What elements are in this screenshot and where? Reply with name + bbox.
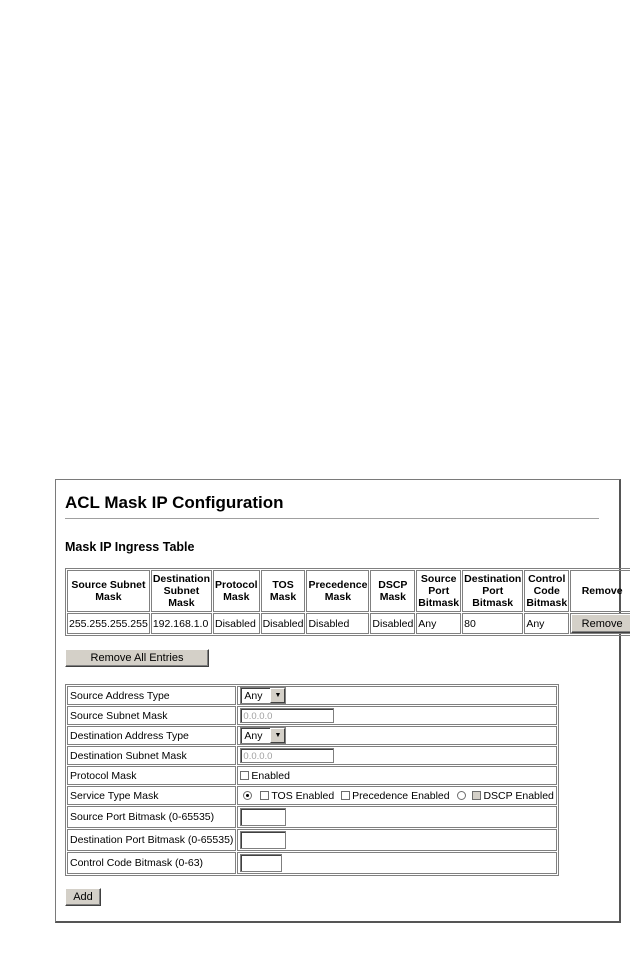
section-title: Mask IP Ingress Table [65, 540, 195, 554]
control-code-bitmask-label: Control Code Bitmask (0-63) [67, 852, 236, 874]
mask-entry-form [65, 684, 559, 876]
service-type-mask-cell [237, 786, 556, 805]
destination-subnet-mask-input[interactable]: 0.0.0.0 [240, 748, 334, 763]
chevron-down-icon: ▼ [270, 728, 285, 743]
cell-control-code-bitmask: Any [524, 613, 569, 634]
chevron-down-icon: ▼ [270, 688, 285, 703]
form-row-source-subnet-mask [67, 706, 557, 725]
remove-entry-button[interactable]: Remove [571, 614, 630, 633]
source-subnet-mask-cell [237, 706, 556, 725]
table-header-row [67, 570, 630, 612]
col-header-source-subnet-mask: Source Subnet Mask [67, 570, 150, 612]
cell-source-port-bitmask: Any [416, 613, 461, 634]
cell-protocol-mask: Disabled [213, 613, 260, 634]
source-address-type-select[interactable] [240, 687, 286, 704]
dscp-enabled-checkbox[interactable] [472, 791, 481, 800]
tos-enabled-checkbox[interactable] [260, 791, 269, 800]
title-divider [65, 518, 599, 520]
destination-subnet-mask-label: Destination Subnet Mask [67, 746, 236, 765]
protocol-mask-label: Protocol Mask [67, 766, 236, 785]
destination-address-type-label: Destination Address Type [67, 726, 236, 745]
form-row-destination-subnet-mask [67, 746, 557, 765]
form-row-destination-port-bitmask [67, 829, 557, 851]
service-type-radio-dscp[interactable] [457, 791, 466, 800]
precedence-enabled-label: Precedence Enabled [352, 789, 450, 802]
destination-port-bitmask-input[interactable] [240, 831, 286, 849]
source-subnet-mask-input[interactable]: 0.0.0.0 [240, 708, 334, 723]
cell-precedence-mask: Disabled [306, 613, 369, 634]
source-address-type-label: Source Address Type [67, 686, 236, 705]
service-type-radio-tos[interactable] [243, 791, 252, 800]
source-port-bitmask-cell [237, 806, 556, 828]
col-header-remove: Remove [570, 570, 630, 612]
control-code-bitmask-input[interactable] [240, 854, 282, 872]
col-header-dscp-mask: DSCP Mask [370, 570, 415, 612]
destination-subnet-mask-cell [237, 746, 556, 765]
form-row-source-port-bitmask [67, 806, 557, 828]
col-header-tos-mask: TOS Mask [261, 570, 306, 612]
cell-dscp-mask: Disabled [370, 613, 415, 634]
protocol-mask-cell [237, 766, 556, 785]
source-address-type-cell [237, 686, 556, 705]
destination-port-bitmask-label: Destination Port Bitmask (0-65535) [67, 829, 236, 851]
source-address-type-value: Any [244, 689, 263, 702]
col-header-source-port-bitmask: Source Port Bitmask [416, 570, 461, 612]
tos-enabled-label: TOS Enabled [271, 789, 335, 802]
source-port-bitmask-input[interactable] [240, 808, 286, 826]
precedence-enabled-checkbox[interactable] [341, 791, 350, 800]
page-title: ACL Mask IP Configuration [65, 493, 284, 512]
service-type-mask-label: Service Type Mask [67, 786, 236, 805]
form-row-destination-address-type [67, 726, 557, 745]
dscp-enabled-label: DSCP Enabled [483, 789, 554, 802]
form-row-source-address-type [67, 686, 557, 705]
remove-all-entries-button[interactable]: Remove All Entries [65, 649, 209, 667]
source-port-bitmask-label: Source Port Bitmask (0-65535) [67, 806, 236, 828]
form-row-protocol-mask [67, 766, 557, 785]
destination-address-type-cell [237, 726, 556, 745]
col-header-destination-subnet-mask: Destination Subnet Mask [151, 570, 212, 612]
protocol-mask-checkbox-label: Enabled [251, 769, 290, 782]
table-row [67, 613, 630, 634]
destination-address-type-value: Any [244, 729, 263, 742]
cell-source-subnet-mask: 255.255.255.255 [67, 613, 150, 634]
cell-remove [570, 613, 630, 634]
col-header-control-code-bitmask: Control Code Bitmask [524, 570, 569, 612]
add-button[interactable]: Add [65, 888, 101, 906]
col-header-destination-port-bitmask: Destination Port Bitmask [462, 570, 523, 612]
protocol-mask-checkbox[interactable] [240, 771, 249, 780]
control-code-bitmask-cell [237, 852, 556, 874]
col-header-precedence-mask: Precedence Mask [306, 570, 369, 612]
mask-ip-ingress-table [65, 568, 630, 636]
cell-destination-subnet-mask: 192.168.1.0 [151, 613, 212, 634]
destination-address-type-select[interactable] [240, 727, 286, 744]
destination-port-bitmask-cell [237, 829, 556, 851]
cell-destination-port-bitmask: 80 [462, 613, 523, 634]
form-row-control-code-bitmask [67, 852, 557, 874]
cell-tos-mask: Disabled [261, 613, 306, 634]
form-row-service-type-mask [67, 786, 557, 805]
col-header-protocol-mask: Protocol Mask [213, 570, 260, 612]
acl-mask-ip-panel [55, 479, 621, 923]
source-subnet-mask-label: Source Subnet Mask [67, 706, 236, 725]
